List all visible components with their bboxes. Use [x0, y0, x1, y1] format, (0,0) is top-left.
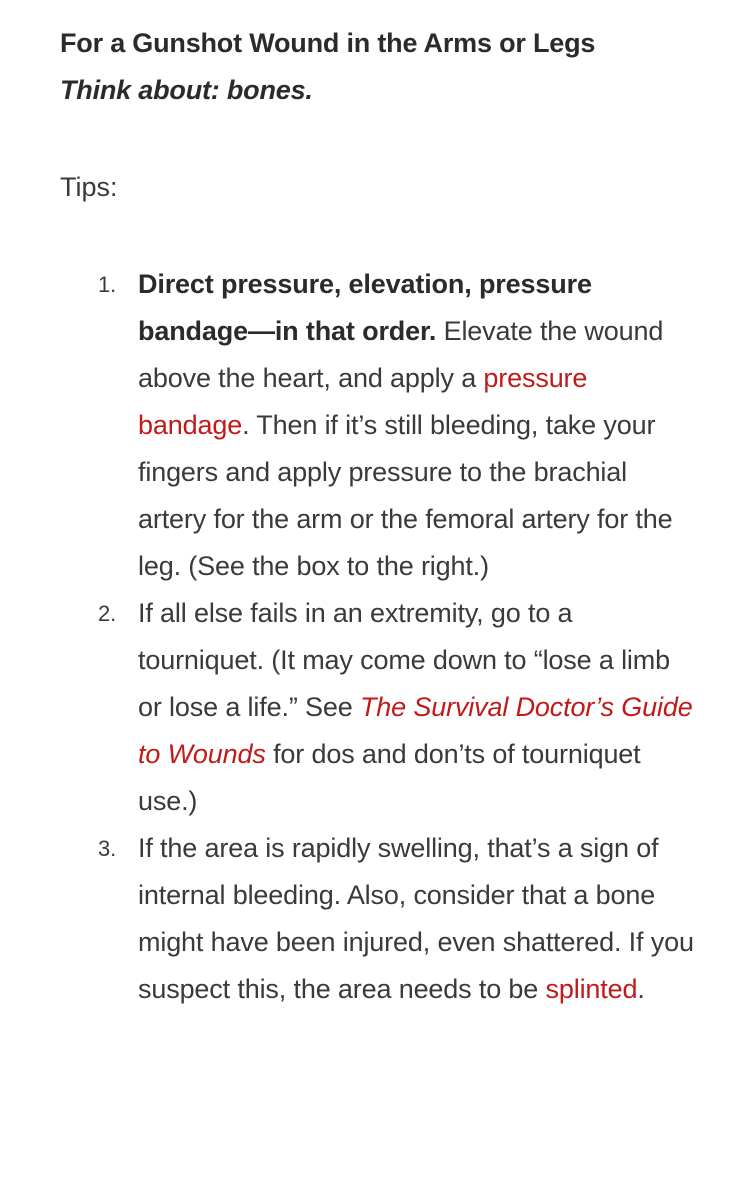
tip-number: 2. — [98, 601, 117, 626]
tips-list — [60, 261, 700, 1013]
tip-text: for dos and don’ts of tourniquet use.) — [138, 739, 641, 816]
section-title: For a Gunshot Wound in the Arms or Legs — [60, 28, 596, 58]
section-subtitle: Think about: bones. — [60, 75, 313, 105]
tip-item-3 — [60, 825, 700, 1013]
pressure-bandage-link[interactable]: pressure bandage — [138, 363, 588, 440]
tip-number: 1. — [98, 272, 117, 297]
tip-text: Elevate the wound above the heart, and apply a — [138, 316, 664, 393]
tip-text: If the area is rapidly swelling, that’s a sign of internal bleeding. Also, consider that a bone might have been injured, even shattered. If you suspect this, the area needs to be — [138, 833, 694, 1004]
tip-text: . Then if it’s still bleeding, take your fingers and apply pressure to the brachial artery for the arm or the femoral artery for the leg. (See the box to the right.) — [138, 410, 673, 581]
section-heading — [60, 20, 700, 114]
article-body — [60, 20, 700, 1013]
tip-item-2 — [60, 590, 700, 825]
tip-number: 3. — [98, 836, 117, 861]
tip-text: If all else fails in an extremity, go to a tourniquet. (It may come down to “lose a limb or lose a life.” See — [138, 598, 670, 722]
tip-text: . — [637, 974, 645, 1004]
wounds-guide-link[interactable]: The Survival Doctor’s Guide to Wounds — [138, 692, 693, 769]
tips-label: Tips: — [60, 172, 118, 202]
tip-item-1 — [60, 261, 700, 590]
splinted-link[interactable]: splinted — [545, 974, 638, 1004]
tip-bold-lead: Direct pressure, elevation, pressure bandage—in that order. — [138, 269, 592, 346]
